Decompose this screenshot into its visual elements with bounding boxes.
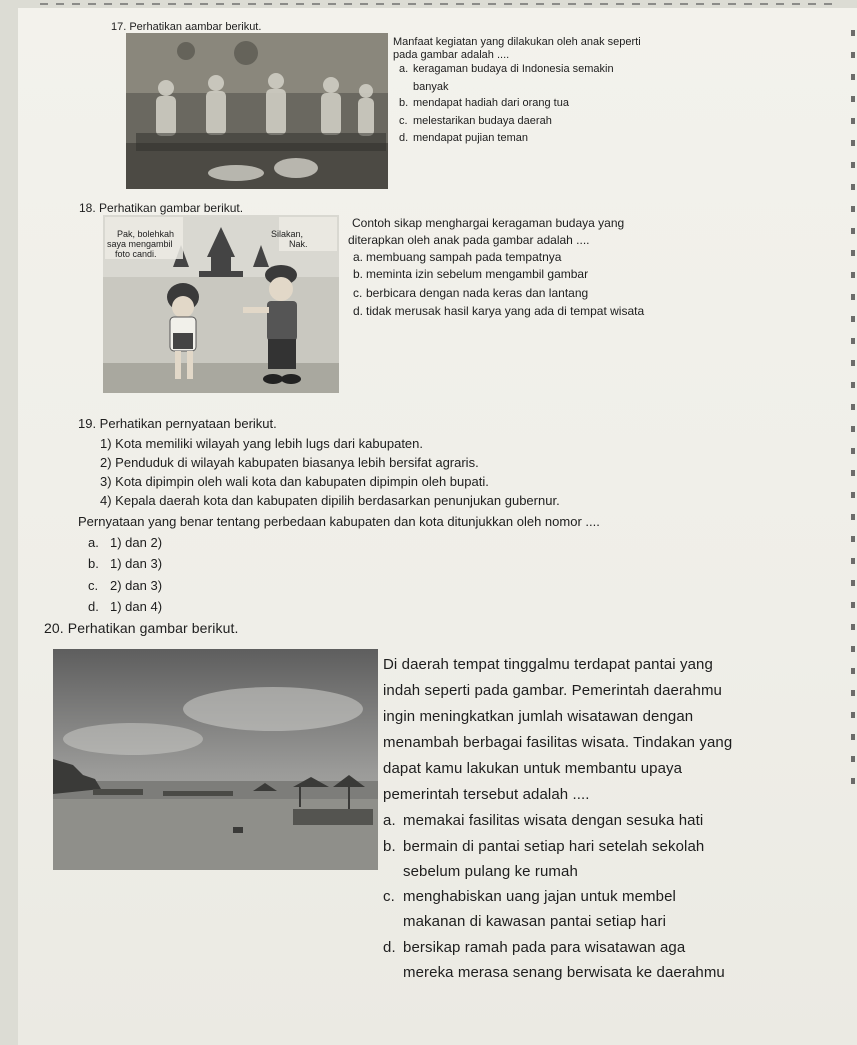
q17-option-a-line-1[interactable]: keragaman budaya di Indonesia semakin bbox=[413, 63, 614, 75]
q18-option-c-letter[interactable]: c. bbox=[353, 286, 363, 300]
q20-option-a-letter[interactable]: a. bbox=[383, 812, 396, 829]
q19-option-b-text[interactable]: 1) dan 3) bbox=[110, 556, 163, 571]
q19-option-a-text[interactable]: 1) dan 2) bbox=[110, 535, 163, 550]
right-border bbox=[851, 30, 855, 790]
q19-option-b-letter[interactable]: b. bbox=[88, 556, 99, 571]
q20-option-d-line-1[interactable]: bersikap ramah pada para wisatawan aga bbox=[403, 939, 686, 956]
q20-stem-line-6: pemerintah tersebut adalah .... bbox=[383, 786, 590, 803]
q17-dance-photo bbox=[126, 33, 388, 189]
q20-stem-line-1: Di daerah tempat tinggalmu terdapat pantai yang bbox=[383, 656, 713, 673]
q17-option-d-letter[interactable]: d. bbox=[399, 132, 409, 144]
q18-stem-line-2: diterapkan oleh anak pada gambar adalah .... bbox=[348, 233, 590, 247]
q19-stem: Pernyataan yang benar tentang perbedaan kabupaten dan kota ditunjukkan oleh nomor .... bbox=[78, 514, 600, 529]
q20-option-b-letter[interactable]: b. bbox=[383, 838, 396, 855]
q18-bubble-left-line-2: saya mengambil bbox=[107, 239, 173, 249]
q20-heading: 20. Perhatikan gambar berikut. bbox=[44, 620, 239, 636]
q20-stem-line-2: indah seperti pada gambar. Pemerintah daerahmu bbox=[383, 682, 722, 699]
q18-stem-line-1: Contoh sikap menghargai keragaman budaya yang bbox=[352, 216, 625, 230]
q18-illustration bbox=[103, 215, 339, 393]
q18-option-b-text[interactable]: meminta izin sebelum mengambil gambar bbox=[366, 267, 589, 281]
q18-bubble-left-line-1: Pak, bolehkah bbox=[117, 229, 175, 239]
q17-option-a-letter[interactable]: a. bbox=[399, 63, 409, 75]
q18-bubble-right-line-2: Nak. bbox=[289, 239, 308, 249]
q19-statement-1: 1) Kota memiliki wilayah yang lebih lugs dari kabupaten. bbox=[100, 436, 424, 451]
q18-option-a-letter[interactable]: a. bbox=[353, 250, 364, 264]
q19-statement-4: 4) Kepala daerah kota dan kabupaten dipilih berdasarkan penunjukan gubernur. bbox=[100, 493, 560, 508]
q19-option-c-letter[interactable]: c. bbox=[88, 578, 99, 593]
q19-option-a-letter[interactable]: a. bbox=[88, 535, 99, 550]
q19-statement-2: 2) Penduduk di wilayah kabupaten biasanya lebih bersifat agraris. bbox=[100, 455, 479, 470]
q17-option-a-line-2[interactable]: banyak bbox=[413, 81, 449, 93]
q17-option-c-text[interactable]: melestarikan budaya daerah bbox=[413, 115, 552, 127]
q17-heading: 17. Perhatikan aambar berikut. bbox=[111, 21, 262, 33]
q17-stem-line-1: Manfaat kegiatan yang dilakukan oleh anak seperti bbox=[393, 36, 641, 48]
q17-option-b-letter[interactable]: b. bbox=[399, 97, 409, 109]
q18-option-c-text[interactable]: berbicara dengan nada keras dan lantang bbox=[366, 286, 589, 300]
q20-option-c-letter[interactable]: c. bbox=[383, 888, 395, 905]
q18-option-a-text[interactable]: membuang sampah pada tempatnya bbox=[366, 250, 562, 264]
q18-option-d-text[interactable]: tidak merusak hasil karya yang ada di tempat wisata bbox=[366, 304, 645, 318]
q17-stem-line-2: pada gambar adalah .... bbox=[393, 49, 510, 61]
q20-option-d-letter[interactable]: d. bbox=[383, 939, 396, 956]
q20-option-b-line-2[interactable]: sebelum pulang ke rumah bbox=[403, 863, 578, 880]
q18-option-d-letter[interactable]: d. bbox=[353, 304, 364, 318]
q20-stem-line-3: ingin meningkatkan jumlah wisatawan dengan bbox=[383, 708, 694, 725]
q18-option-b-letter[interactable]: b. bbox=[353, 267, 364, 281]
q20-option-a-text[interactable]: memakai fasilitas wisata dengan sesuka hati bbox=[403, 812, 704, 829]
q18-bubble-right-line-1: Silakan, bbox=[271, 229, 304, 239]
q19-heading: 19. Perhatikan pernyataan berikut. bbox=[78, 416, 277, 431]
top-border bbox=[40, 3, 840, 5]
q19-option-d-letter[interactable]: d. bbox=[88, 599, 99, 614]
q20-option-c-line-2[interactable]: makanan di kawasan pantai setiap hari bbox=[403, 913, 667, 930]
q19-statement-3: 3) Kota dipimpin oleh wali kota dan kabupaten dipimpin oleh bupati. bbox=[100, 474, 489, 489]
q19-option-d-text[interactable]: 1) dan 4) bbox=[110, 599, 163, 614]
q18-heading: 18. Perhatikan gambar berikut. bbox=[79, 201, 244, 215]
q17-option-d-text[interactable]: mendapat pujian teman bbox=[413, 132, 528, 144]
q20-option-b-line-1[interactable]: bermain di pantai setiap hari setelah sekolah bbox=[403, 838, 705, 855]
q19-option-c-text[interactable]: 2) dan 3) bbox=[110, 578, 163, 593]
q20-option-d-line-2[interactable]: mereka merasa senang berwisata ke daerahmu bbox=[403, 964, 725, 981]
q20-option-c-line-1[interactable]: menghabiskan uang jajan untuk membel bbox=[403, 888, 676, 905]
q20-stem-line-4: menambah berbagai fasilitas wisata. Tindakan yang bbox=[383, 734, 733, 751]
q18-bubble-left-line-3: foto candi. bbox=[115, 249, 157, 259]
q20-stem-line-5: dapat kamu lakukan untuk membantu upaya bbox=[383, 760, 683, 777]
q17-option-b-text[interactable]: mendapat hadiah dari orang tua bbox=[413, 97, 569, 109]
q20-beach-photo bbox=[53, 649, 378, 870]
q17-option-c-letter[interactable]: c. bbox=[399, 115, 408, 127]
